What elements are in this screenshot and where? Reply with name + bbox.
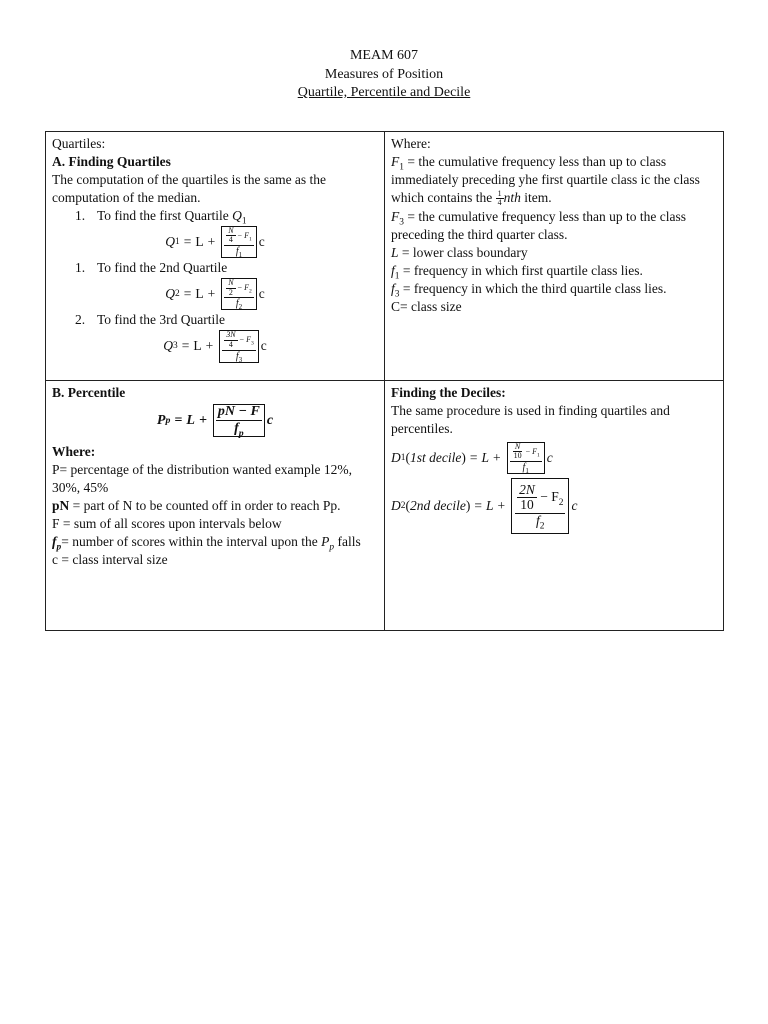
def-C: C= class size [391,299,462,314]
deciles-heading: Finding the Deciles: [391,385,506,400]
def-fp: $f_p=$ number of scores within the interval upon the $P_p$ falls [52,534,361,553]
step-second-quartile: 1. To find the 2nd Quartile [75,260,228,276]
d1-formula: D 1 ( 1st decile ) = L + $\frac{N}{10}$ − $F_1$ $f_1$ c [391,442,553,476]
def-F1: $F_1$ = the cumulative frequency less than up to class immediately preceding yhe first quartile class ic the class which contains the $\frac{1}{4}$ nth item. [391,154,700,208]
def-P: P= percentage of the distribution wanted example 12%, 30%, 45% [52,462,353,496]
step-first-quartile: 1. To find the first Quartile $Q_1$ [75,208,247,227]
def-L: L = lower class boundary [391,245,528,260]
def-F3: $F_3$ = the cumulative frequency less than up to the class preceding the third quarter class. [391,209,686,242]
quartiles-intro: The computation of the quartiles is the same as the computation of the median. [52,172,327,205]
quartile-definitions-cell [385,132,724,381]
def-c: c = class interval size [52,552,168,568]
percentile-formula: P p = L + $\frac{pN - F}{f_p}$ c [156,404,274,439]
d2-formula: D 2 ( 2nd decile ) = L + $\frac{2N}{10}$ − $F_2$ $f_2$ c [391,478,717,534]
finding-quartiles-heading: A. Finding Quartiles [52,154,171,169]
q3-formula: Q 3 = L + $\frac{3N}{4}$ − $F_3$ $f_3$ c [163,330,267,364]
where-heading: Where: [391,136,431,151]
q1-formula: Q 1 = L + $\frac{N}{4}$ − $F_1$ $f_1$ c [165,226,265,260]
measures-table [45,131,724,631]
document-title: Measures of Position [324,66,444,82]
step-third-quartile: 2. To find the 3rd Quartile [75,312,226,328]
document-subtitle: Quartile, Percentile and Decile [297,85,471,100]
def-f3: $f_3$ = frequency in which the third quartile class lies. [391,281,667,300]
def-f1: $f_1$ = frequency in which first quartile class lies. [391,263,643,282]
percentile-heading: B. Percentile [52,385,126,400]
deciles-intro: The same procedure is used in finding quartiles and percentiles. [391,403,670,436]
def-pN: pN = part of N to be counted off in order to reach Pp. [52,498,341,514]
def-F: F = sum of all scores upon intervals below [52,516,282,532]
quartiles-cell [46,132,385,381]
course-code: MEAM 607 [349,48,419,63]
quartiles-heading: Quartiles: [52,136,106,151]
q2-formula: Q 2 = L + $\frac{N}{2}$ − $F_2$ $f_2$ c [165,278,265,312]
percentile-cell [46,381,385,631]
deciles-cell [385,381,724,631]
document-header [0,47,768,103]
percentile-where: Where: [52,444,96,460]
